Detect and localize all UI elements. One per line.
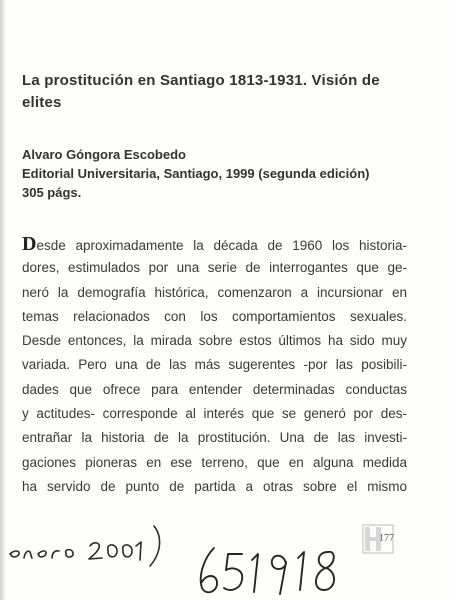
book-title: La prostitución en Santiago 1813-1931. Visión de elites	[22, 72, 380, 111]
body-line-10: gaciones pioneras en ese terreno, que en alguna medida	[22, 454, 407, 470]
body-line-2: dores, estimulados por una serie de interrogantes que ge-	[22, 260, 407, 276]
body-line-text: esde aproximadamente la década de 1960 los historia-	[36, 238, 407, 253]
review-body	[22, 232, 407, 499]
handwritten-date-note	[4, 512, 204, 572]
book-pages: 305 págs.	[22, 185, 82, 200]
book-author: Alvaro Góngora Escobedo	[22, 147, 186, 162]
body-line-3: neró la demografía histórica, comenzaron a incursionar en	[22, 284, 407, 300]
book-metadata	[22, 145, 422, 202]
page-edge-shadow	[0, 0, 6, 600]
body-line-5: Desde entonces, la mirada sobre estos últimos ha sido muy	[22, 333, 407, 349]
body-line-11: ha servido de punto de partida a otras sobre el mismo	[22, 478, 407, 494]
body-line-1	[22, 232, 407, 256]
body-line-6: variada. Pero una de las más sugerentes -por las posibili-	[22, 357, 407, 373]
book-publisher: Editorial Universitaria, Santiago, 1999 (segunda edición)	[22, 166, 370, 181]
body-line-9: entrañar la historia de la prostitución. Una de las investi-	[22, 430, 407, 446]
body-line-7: dades que ofrece para entender determinadas conductas	[22, 381, 407, 397]
handwritten-catalog-number	[190, 538, 380, 600]
body-line-4: temas relacionados con los comportamientos sexuales.	[22, 308, 407, 324]
page-number: 177	[379, 533, 394, 544]
drop-cap: D	[22, 233, 37, 255]
page-number-badge	[362, 524, 394, 554]
body-line-8: y actitudes- corresponde al interés que se generó por des-	[22, 406, 407, 422]
